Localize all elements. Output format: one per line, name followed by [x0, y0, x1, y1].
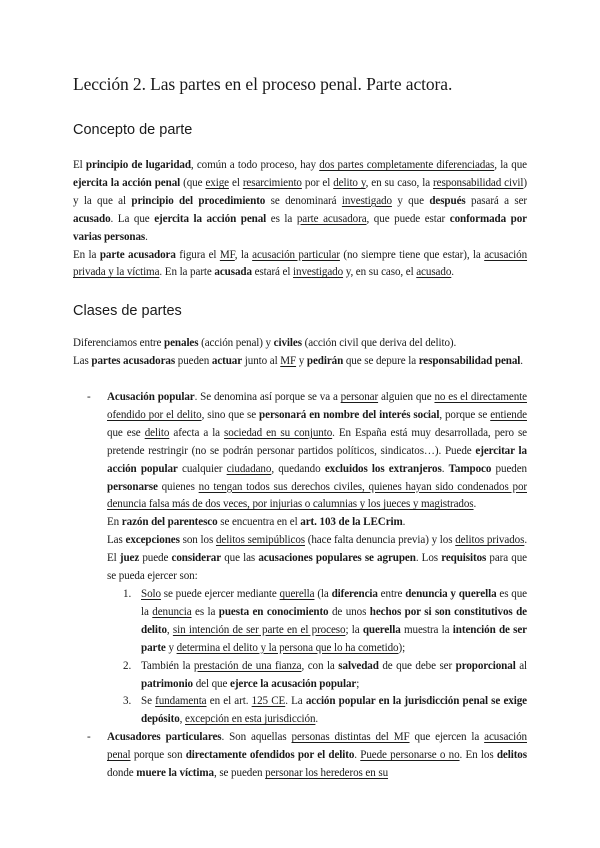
- text-run: Diferenciamos entre: [73, 337, 165, 349]
- bold-text: proporcional: [455, 659, 516, 672]
- underlined-text: delitos semipúblicos: [215, 534, 305, 547]
- underlined-text: delito: [144, 426, 170, 439]
- text-run: donde: [107, 767, 137, 780]
- underlined-text: investigado: [341, 194, 392, 207]
- text-run: que ese: [107, 426, 145, 439]
- text-run: , en su caso, la: [365, 176, 434, 189]
- text-run: . En la parte: [159, 266, 215, 279]
- text-run: , se pueden: [213, 767, 266, 780]
- text-run: figura el: [175, 248, 220, 261]
- text-run: se puede ejercer mediante: [160, 587, 280, 600]
- underlined-text: prestación de una fianza: [193, 659, 302, 672]
- text-run: . Los: [415, 552, 442, 565]
- underlined-text: Puede personarse o no: [360, 749, 460, 762]
- text-run: alguien que: [378, 391, 435, 403]
- text-run: por el: [301, 176, 334, 189]
- bold-text: ejerce la acusación popular: [230, 677, 357, 690]
- bold-text: responsabilidad penal: [418, 354, 521, 367]
- text-run: puede: [139, 552, 172, 565]
- text-run: , la: [234, 248, 253, 261]
- underlined-text: no es el directamente ofendido por el delito: [107, 391, 527, 421]
- section-heading-clases: Clases de partes: [73, 303, 182, 319]
- text-run: ,: [179, 713, 186, 726]
- text-run: y: [165, 641, 177, 654]
- text-run: . Son aquellas: [221, 731, 292, 744]
- underlined-text: 125 CE: [251, 695, 286, 708]
- text-run: entre: [377, 587, 406, 600]
- bold-text: juez: [119, 552, 140, 565]
- text-run: . Se denomina así porque se va a: [194, 391, 341, 403]
- bold-text: considerar: [171, 552, 222, 565]
- bold-text: acusada: [214, 266, 252, 279]
- text-run: al: [515, 659, 528, 672]
- text-run: en el art.: [206, 695, 252, 708]
- bold-text: salvedad: [338, 659, 379, 672]
- text-run: En la: [73, 248, 100, 261]
- bold-text: después: [429, 194, 466, 207]
- text-run: ) y la que al: [73, 176, 527, 207]
- text-run: . La: [285, 695, 306, 708]
- text-run: , la que: [494, 159, 527, 171]
- underlined-text: MF: [219, 248, 235, 261]
- bold-text: acusado: [73, 212, 111, 225]
- text-run: .: [473, 498, 477, 511]
- text-run: y que: [391, 194, 430, 207]
- text-run: junto al: [242, 354, 281, 367]
- text-run: .: [520, 354, 523, 367]
- text-run: afecta a la: [169, 426, 225, 439]
- text-run: cualquier: [177, 462, 227, 475]
- underlined-text: acusación privada y la víctima: [73, 248, 528, 279]
- text-run: ; la: [345, 623, 363, 636]
- text-run: .: [441, 462, 449, 475]
- text-run: son los: [179, 534, 216, 547]
- bold-text: parte acusadora: [99, 248, 176, 261]
- text-run: , común a todo proceso, hay: [190, 159, 320, 171]
- bold-text: acusaciones populares se agrupen: [258, 552, 416, 565]
- bold-text: pedirán: [306, 354, 344, 367]
- text-run: ;: [356, 677, 360, 690]
- bold-text: directamente ofendidos por el delito: [185, 749, 355, 762]
- underlined-text: responsabilidad civil: [433, 176, 524, 189]
- text-run: el: [229, 176, 243, 189]
- underlined-text: delitos privados: [455, 534, 525, 547]
- text-run: pueden: [175, 354, 212, 367]
- text-run: es la: [266, 212, 297, 225]
- underlined-text: investigado: [293, 266, 344, 279]
- text-run: (que: [180, 176, 206, 189]
- text-run: estará el: [251, 266, 294, 279]
- section-heading-concepto: Concepto de parte: [73, 122, 193, 138]
- underlined-text: dos partes completamente diferenciadas: [319, 159, 495, 171]
- text-run: de que debe ser: [378, 659, 456, 672]
- text-run: es que la: [141, 587, 527, 618]
- text-run: , con la: [301, 659, 339, 672]
- bold-text: intención de ser parte: [141, 623, 528, 654]
- underlined-text: personas distintas del MF: [291, 731, 410, 744]
- underlined-text: acusado: [416, 266, 452, 279]
- bold-text: razón del parentesco: [121, 516, 218, 529]
- numbered-item: [107, 586, 527, 658]
- underlined-text: acusación penal: [107, 731, 527, 762]
- text-run: Se: [141, 695, 156, 708]
- text-run: que las: [221, 552, 259, 565]
- text-run: de unos: [328, 605, 370, 618]
- numbered-item: [107, 693, 527, 729]
- bold-text: acción popular en la jurisdicción penal se exige depósito: [141, 695, 527, 726]
- bold-text: personarse: [107, 480, 158, 493]
- list-item-paragraph: [107, 729, 527, 783]
- text-run: que se depure la: [343, 354, 419, 367]
- underlined-text: delito y: [333, 176, 366, 189]
- bold-text: principio de lugaridad: [85, 159, 191, 171]
- bold-text: actuar: [211, 354, 243, 367]
- list-item: [87, 389, 527, 729]
- list-item-paragraph: [107, 532, 527, 586]
- text-run: se denominará: [265, 194, 342, 207]
- bold-text: partes acusadoras: [91, 354, 176, 367]
- text-run: Las: [73, 354, 92, 367]
- text-run: .: [315, 713, 319, 726]
- text-run: del que: [193, 677, 231, 690]
- list-item-paragraph: [107, 389, 527, 514]
- text-run: pueden: [491, 462, 527, 475]
- underlined-text: Solo: [141, 587, 161, 600]
- underlined-text: no tengan todos sus derechos civiles, quienes hayan sido condenados por denuncia falsa más de dos veces, por injurias o calumnias y los jueces y magistrados: [107, 480, 527, 511]
- text-run: para que se pueda ejercer son:: [107, 552, 528, 583]
- text-run: .: [402, 516, 406, 529]
- paragraph: [73, 157, 527, 247]
- text-run: El: [73, 159, 86, 171]
- bold-text: excepciones: [125, 534, 180, 547]
- text-run: (no siempre tiene que estar), la: [339, 248, 485, 261]
- bold-text: delitos: [496, 749, 527, 762]
- text-run: );: [398, 641, 406, 654]
- text-run: , sino que se: [201, 408, 260, 421]
- bold-text: ejercita la acción penal: [154, 212, 267, 225]
- bold-text: ejercita la acción penal: [73, 176, 181, 189]
- underlined-text: personar: [340, 391, 379, 403]
- text-run: (acción civil que deriva del delito).: [301, 337, 457, 349]
- bold-text: requisitos: [441, 552, 487, 565]
- bold-text: denuncia y querella: [405, 587, 497, 600]
- numbered-item: [107, 658, 527, 694]
- text-run: , que puede estar: [366, 212, 450, 225]
- underlined-text: MF: [280, 354, 297, 367]
- underlined-text: querella: [279, 587, 315, 600]
- bold-text: patrimonio: [141, 677, 194, 690]
- bold-text: ejercitar la acción popular: [107, 444, 527, 475]
- list-item-paragraph: [107, 514, 527, 532]
- bold-text: querella: [362, 623, 401, 636]
- underlined-text: resarcimiento: [242, 176, 302, 189]
- text-run: quienes: [157, 480, 199, 493]
- text-run: pasará a ser: [465, 194, 528, 207]
- underlined-text: exige: [205, 176, 229, 189]
- bold-text: penales: [164, 337, 199, 349]
- text-run: . La que: [110, 212, 155, 225]
- item-number: 3.: [123, 695, 132, 708]
- underlined-text: excepción en esta jurisdicción: [185, 713, 316, 726]
- bold-text: personará en nombre del interés social: [259, 408, 440, 421]
- text-run: . En España está muy desarrollada, pero se pretende restringir (no se podrán personar partidos políticos, sindicatos…). Puede: [107, 426, 528, 457]
- text-run: y: [296, 354, 307, 367]
- text-run: . En los: [459, 749, 497, 762]
- list-item: [87, 729, 527, 783]
- bullet-list-clases: [87, 389, 527, 783]
- text-run: y, en su caso, el: [343, 266, 417, 279]
- item-number: 2.: [123, 659, 132, 672]
- bold-text: conformada por varias personas: [73, 212, 527, 243]
- bold-text: hechos por si son constitutivos de delito: [141, 605, 527, 636]
- text-run: También la: [141, 659, 194, 672]
- text-run: se encuentra en el: [217, 516, 301, 529]
- underlined-text: acusación particular: [252, 248, 340, 261]
- list-bullet: -: [87, 391, 91, 403]
- text-run: .: [145, 230, 148, 243]
- text-run: .: [354, 749, 361, 762]
- text-run: .: [451, 266, 454, 279]
- bold-text: Acusación popular: [107, 391, 195, 403]
- list-bullet: -: [87, 731, 91, 744]
- bold-text: principio del procedimiento: [131, 194, 266, 207]
- text-run: (la: [314, 587, 332, 600]
- document-title: Lección 2. Las partes en el proceso penal. Parte actora.: [73, 74, 453, 94]
- underlined-text: denuncia: [152, 605, 192, 618]
- text-run: Las: [107, 534, 126, 547]
- bold-text: Tampoco: [448, 462, 492, 475]
- underlined-text: parte acusadora: [296, 212, 367, 225]
- bold-text: civiles: [273, 337, 302, 349]
- text-run: (hace falta denuncia previa) y los: [304, 534, 456, 547]
- bold-text: diferencia: [331, 587, 378, 600]
- bold-text: Acusadores particulares: [107, 731, 222, 744]
- paragraph: [73, 335, 527, 353]
- bold-text: excluidos los extranjeros: [324, 462, 442, 475]
- underlined-text: personar los herederos en su: [265, 767, 389, 780]
- section-body-concepto: [73, 157, 527, 282]
- underlined-text: entiende: [490, 408, 527, 421]
- bold-text: art. 103 de la LECrim: [300, 516, 403, 529]
- underlined-text: ciudadano: [226, 462, 272, 475]
- item-number: 1.: [123, 587, 132, 600]
- text-run: que ejercen la: [409, 731, 485, 744]
- text-run: porque son: [130, 749, 186, 762]
- underlined-text: sociedad en su conjunto: [224, 426, 333, 439]
- text-run: , porque se: [439, 408, 491, 421]
- text-run: es la: [191, 605, 219, 618]
- text-run: . El: [107, 534, 527, 565]
- underlined-text: sin intención de ser parte en el proceso: [172, 623, 346, 636]
- bold-text: puesta en conocimiento: [218, 605, 329, 618]
- underlined-text: determina el delito y la persona que lo ha cometido: [176, 641, 399, 654]
- paragraph: [73, 247, 527, 283]
- text-run: En: [107, 516, 122, 529]
- text-run: (acción penal) y: [198, 337, 274, 349]
- paragraph: [73, 353, 527, 371]
- text-run: muestra la: [400, 623, 453, 636]
- text-run: ,: [166, 623, 173, 636]
- text-run: , quedando: [271, 462, 325, 475]
- underlined-text: fundamenta: [155, 695, 207, 708]
- bold-text: muere la víctima: [136, 767, 214, 780]
- section-intro-clases: [73, 335, 527, 371]
